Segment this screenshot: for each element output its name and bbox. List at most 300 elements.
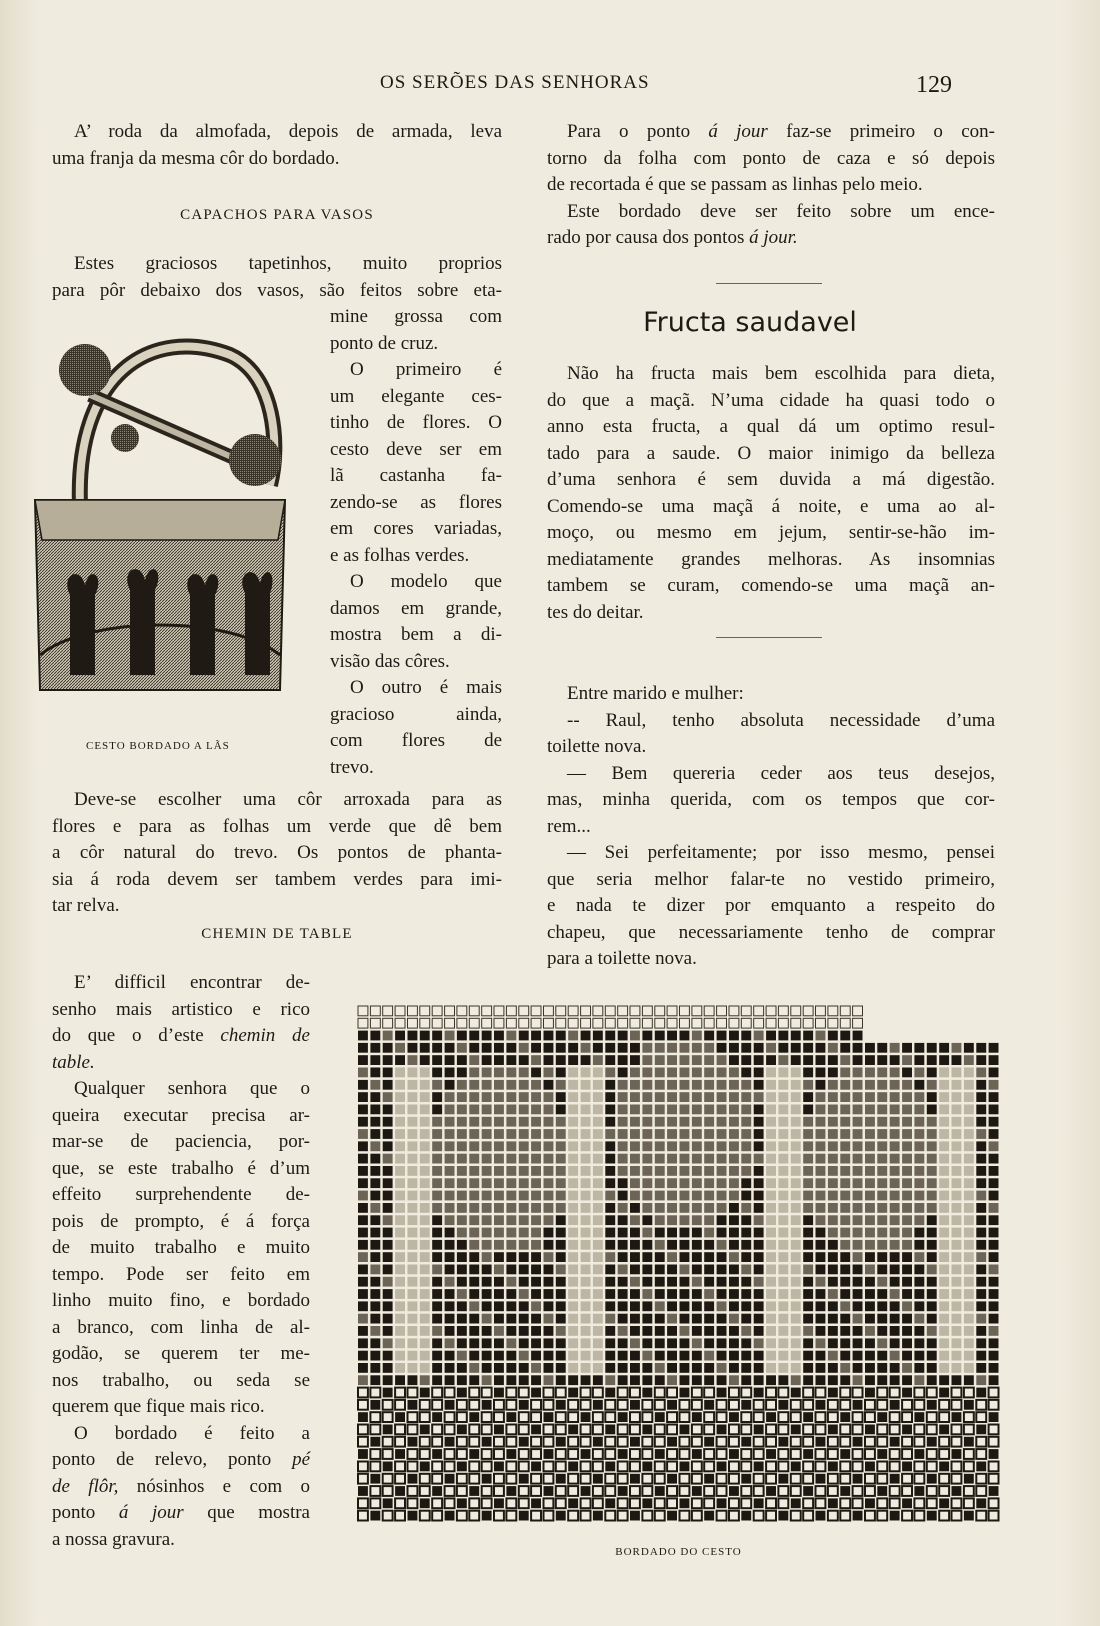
chart-cell — [395, 1462, 405, 1472]
separator-rule — [716, 637, 822, 638]
chart-cell — [457, 1400, 467, 1410]
chart-cell — [605, 1474, 615, 1484]
chart-cell — [630, 1400, 640, 1410]
chart-cell — [630, 1117, 640, 1127]
chart-cell — [568, 1215, 578, 1225]
chart-cell — [704, 1215, 714, 1225]
chart-cell — [655, 1080, 665, 1090]
chart-cell — [593, 1326, 603, 1336]
chart-cell — [445, 1314, 455, 1324]
chart-cell — [605, 1375, 615, 1385]
chart-cell — [395, 1203, 405, 1213]
chart-cell — [754, 1462, 764, 1472]
chart-cell — [457, 1154, 467, 1164]
chart-cell — [914, 1277, 924, 1287]
chart-cell — [432, 1043, 442, 1053]
chart-cell — [816, 1080, 826, 1090]
chart-cell — [655, 1043, 665, 1053]
chart-cell — [791, 1437, 801, 1447]
chart-cell — [358, 1338, 368, 1348]
article-title: Fructa saudavel — [643, 307, 857, 338]
chart-cell — [655, 1498, 665, 1508]
chart-cell — [432, 1351, 442, 1361]
chart-cell — [778, 1117, 788, 1127]
chart-cell — [593, 1449, 603, 1459]
chart-cell — [531, 1277, 541, 1287]
chart-cell — [840, 1166, 850, 1176]
chart-cell — [952, 1301, 962, 1311]
chart-cell — [680, 1400, 690, 1410]
chart-cell — [754, 1351, 764, 1361]
chart-cell — [680, 1351, 690, 1361]
right-top-paragraph — [547, 119, 995, 252]
chart-cell — [989, 1425, 999, 1435]
chart-cell — [605, 1203, 615, 1213]
chart-cell — [420, 1154, 430, 1164]
chart-cell — [544, 1092, 554, 1102]
chart-cell — [766, 1117, 776, 1127]
chart-cell — [494, 1351, 504, 1361]
chart-cell — [914, 1326, 924, 1336]
chart-cell — [408, 1449, 418, 1459]
chart-cell — [865, 1412, 875, 1422]
chart-cell — [766, 1006, 776, 1016]
chart-cell — [692, 1437, 702, 1447]
chart-cell — [383, 1314, 393, 1324]
chart-cell — [420, 1105, 430, 1115]
chart-cell — [383, 1351, 393, 1361]
chart-cell — [469, 1215, 479, 1225]
chart-cell — [717, 1511, 727, 1521]
chart-cell — [667, 1031, 677, 1041]
chart-cell — [680, 1141, 690, 1151]
chart-cell — [457, 1252, 467, 1262]
chart-cell — [457, 1240, 467, 1250]
chart-cell — [618, 1252, 628, 1262]
chart-cell — [840, 1006, 850, 1016]
chart-cell — [395, 1166, 405, 1176]
chart-cell — [544, 1031, 554, 1041]
chart-cell — [667, 1043, 677, 1053]
chart-cell — [469, 1117, 479, 1127]
chart-cell — [395, 1449, 405, 1459]
chart-cell — [692, 1511, 702, 1521]
chart-cell — [544, 1043, 554, 1053]
chart-cell — [494, 1388, 504, 1398]
chart-cell — [840, 1018, 850, 1028]
chart-cell — [914, 1388, 924, 1398]
chart-cell — [370, 1191, 380, 1201]
text-line: e as folhas verdes. — [330, 544, 470, 566]
chart-cell — [976, 1154, 986, 1164]
chart-cell — [544, 1265, 554, 1275]
chart-cell — [927, 1363, 937, 1373]
chart-cell — [939, 1351, 949, 1361]
chart-cell — [568, 1252, 578, 1262]
chart-cell — [482, 1240, 492, 1250]
chart-cell — [457, 1301, 467, 1311]
chart-cell — [618, 1498, 628, 1508]
chart-cell — [914, 1228, 924, 1238]
chart-cell — [816, 1117, 826, 1127]
chart-cell — [494, 1449, 504, 1459]
chart-cell — [531, 1129, 541, 1139]
chart-cell — [989, 1252, 999, 1262]
chart-cell — [704, 1412, 714, 1422]
chart-cell — [544, 1351, 554, 1361]
chart-cell — [877, 1363, 887, 1373]
chart-cell — [655, 1326, 665, 1336]
chart-cell — [680, 1117, 690, 1127]
chart-cell — [618, 1129, 628, 1139]
chart-cell — [506, 1252, 516, 1262]
chart-cell — [803, 1215, 813, 1225]
chart-cell — [816, 1314, 826, 1324]
chart-cell — [667, 1412, 677, 1422]
chart-cell — [556, 1498, 566, 1508]
chart-cell — [717, 1326, 727, 1336]
chart-cell — [976, 1314, 986, 1324]
chart-cell — [692, 1351, 702, 1361]
chart-cell — [865, 1129, 875, 1139]
chart-cell — [890, 1400, 900, 1410]
chart-cell — [803, 1351, 813, 1361]
chart-cell — [741, 1117, 751, 1127]
chart-cell — [667, 1437, 677, 1447]
basket-illustration — [30, 335, 302, 715]
chart-cell — [655, 1474, 665, 1484]
chart-cell — [593, 1166, 603, 1176]
chart-cell — [605, 1215, 615, 1225]
chart-cell — [655, 1462, 665, 1472]
chart-cell — [692, 1166, 702, 1176]
chart-cell — [432, 1105, 442, 1115]
chart-cell — [482, 1363, 492, 1373]
chart-cell — [754, 1486, 764, 1496]
chart-cell — [531, 1375, 541, 1385]
chart-cell — [680, 1043, 690, 1053]
chart-cell — [914, 1240, 924, 1250]
chart-cell — [383, 1474, 393, 1484]
chart-cell — [630, 1449, 640, 1459]
chart-cell — [717, 1437, 727, 1447]
chart-cell — [383, 1511, 393, 1521]
chart-cell — [816, 1277, 826, 1287]
chart-cell — [952, 1228, 962, 1238]
text-line: Este bordado deve ser feito sobre um ence- — [567, 200, 995, 222]
chart-cell — [680, 1425, 690, 1435]
chart-cell — [741, 1375, 751, 1385]
chart-cell — [445, 1178, 455, 1188]
chart-cell — [791, 1228, 801, 1238]
chart-cell — [952, 1511, 962, 1521]
chart-cell — [778, 1031, 788, 1041]
chart-cell — [680, 1215, 690, 1225]
chart-cell — [630, 1314, 640, 1324]
chart-cell — [939, 1412, 949, 1422]
text-line: e nada te dizer por emquanto a respeito do — [547, 895, 995, 916]
chart-cell — [544, 1141, 554, 1151]
chart-cell — [803, 1511, 813, 1521]
chart-cell — [766, 1375, 776, 1385]
chart-cell — [605, 1031, 615, 1041]
chart-cell — [939, 1215, 949, 1225]
text-line: mas, minha querida, com os tempos que cor- — [547, 789, 995, 810]
chart-cell — [927, 1498, 937, 1508]
chart-cell — [618, 1486, 628, 1496]
chart-cell — [630, 1129, 640, 1139]
chart-cell — [840, 1425, 850, 1435]
chart-cell — [803, 1166, 813, 1176]
chart-cell — [729, 1474, 739, 1484]
chart-cell — [531, 1511, 541, 1521]
text-line: Deve-se escolher uma côr arroxada para as — [74, 789, 502, 810]
chart-cell — [469, 1400, 479, 1410]
chart-cell — [445, 1080, 455, 1090]
chart-cell — [408, 1228, 418, 1238]
chart-cell — [816, 1178, 826, 1188]
chart-cell — [544, 1240, 554, 1250]
chart-cell — [667, 1351, 677, 1361]
chart-cell — [952, 1338, 962, 1348]
chart-cell — [593, 1117, 603, 1127]
chart-cell — [593, 1154, 603, 1164]
chart-cell — [927, 1252, 937, 1262]
chart-cell — [741, 1006, 751, 1016]
chart-cell — [482, 1425, 492, 1435]
chart-cell — [445, 1215, 455, 1225]
chart-cell — [383, 1018, 393, 1028]
text-line: querem que fique mais rico. — [52, 1396, 265, 1417]
chart-cell — [853, 1289, 863, 1299]
chart-cell — [667, 1068, 677, 1078]
chart-cell — [840, 1080, 850, 1090]
chart-cell — [729, 1511, 739, 1521]
chart-cell — [445, 1425, 455, 1435]
chart-cell — [544, 1412, 554, 1422]
chart-cell — [729, 1092, 739, 1102]
chart-cell — [976, 1043, 986, 1053]
chart-cell — [383, 1326, 393, 1336]
chart-cell — [605, 1301, 615, 1311]
chart-cell — [692, 1338, 702, 1348]
chart-cell — [778, 1043, 788, 1053]
chart-cell — [989, 1437, 999, 1447]
chart-cell — [630, 1141, 640, 1151]
chart-cell — [482, 1068, 492, 1078]
chart-cell — [964, 1105, 974, 1115]
chart-cell — [914, 1215, 924, 1225]
chart-cell — [506, 1055, 516, 1065]
chart-cell — [642, 1191, 652, 1201]
text-line: do que o d’este chemin de — [52, 1025, 310, 1046]
chart-cell — [704, 1117, 714, 1127]
chart-cell — [692, 1289, 702, 1299]
chart-cell — [840, 1043, 850, 1053]
chart-cell — [680, 1228, 690, 1238]
chart-cell — [581, 1289, 591, 1299]
chart-cell — [494, 1018, 504, 1028]
chart-cell — [469, 1141, 479, 1151]
chart-cell — [704, 1425, 714, 1435]
chart-cell — [630, 1154, 640, 1164]
chart-cell — [939, 1092, 949, 1102]
chart-cell — [877, 1375, 887, 1385]
chart-cell — [642, 1252, 652, 1262]
chart-cell — [729, 1462, 739, 1472]
chart-cell — [581, 1474, 591, 1484]
chart-cell — [717, 1092, 727, 1102]
chart-cell — [593, 1080, 603, 1090]
chart-cell — [704, 1314, 714, 1324]
chart-cell — [568, 1511, 578, 1521]
chart-cell — [952, 1412, 962, 1422]
chart-cell — [556, 1425, 566, 1435]
chart-cell — [519, 1326, 529, 1336]
chart-cell — [741, 1191, 751, 1201]
chart-cell — [902, 1400, 912, 1410]
chart-cell — [828, 1191, 838, 1201]
chart-cell — [803, 1498, 813, 1508]
chart-cell — [952, 1105, 962, 1115]
chart-cell — [469, 1314, 479, 1324]
chart-cell — [469, 1006, 479, 1016]
chart-cell — [618, 1240, 628, 1250]
chart-cell — [976, 1301, 986, 1311]
chart-cell — [370, 1178, 380, 1188]
chart-cell — [408, 1474, 418, 1484]
chart-cell — [655, 1412, 665, 1422]
chart-cell — [692, 1154, 702, 1164]
chart-cell — [618, 1462, 628, 1472]
chart-cell — [754, 1363, 764, 1373]
chart-cell — [667, 1301, 677, 1311]
chart-cell — [655, 1363, 665, 1373]
chart-cell — [432, 1080, 442, 1090]
chart-cell — [791, 1338, 801, 1348]
chart-cell — [395, 1068, 405, 1078]
chart-cell — [457, 1326, 467, 1336]
chart-cell — [778, 1486, 788, 1496]
chart-cell — [494, 1141, 504, 1151]
chart-cell — [506, 1326, 516, 1336]
chart-cell — [828, 1289, 838, 1299]
chart-cell — [482, 1437, 492, 1447]
chart-cell — [853, 1252, 863, 1262]
chart-cell — [506, 1338, 516, 1348]
chart-cell — [395, 1006, 405, 1016]
chart-cell — [445, 1240, 455, 1250]
chart-cell — [581, 1191, 591, 1201]
chart-cell — [494, 1203, 504, 1213]
chart-cell — [581, 1154, 591, 1164]
chart-cell — [605, 1462, 615, 1472]
chart-cell — [667, 1511, 677, 1521]
chart-cell — [729, 1228, 739, 1238]
chart-cell — [593, 1400, 603, 1410]
chart-cell — [581, 1351, 591, 1361]
chart-cell — [506, 1474, 516, 1484]
chart-cell — [581, 1129, 591, 1139]
chart-cell — [482, 1301, 492, 1311]
chart-cell — [556, 1080, 566, 1090]
chart-cell — [445, 1129, 455, 1139]
text-line: O primeiro é — [350, 359, 502, 380]
chart-cell — [581, 1141, 591, 1151]
chart-cell — [939, 1154, 949, 1164]
chart-cell — [408, 1191, 418, 1201]
chart-cell — [704, 1055, 714, 1065]
chart-cell — [939, 1314, 949, 1324]
chart-cell — [704, 1228, 714, 1238]
chart-cell — [976, 1375, 986, 1385]
chart-cell — [754, 1437, 764, 1447]
chart-cell — [420, 1338, 430, 1348]
chart-cell — [531, 1092, 541, 1102]
chart-cell — [803, 1462, 813, 1472]
chart-cell — [741, 1363, 751, 1373]
chart-cell — [457, 1351, 467, 1361]
chart-cell — [358, 1203, 368, 1213]
chart-cell — [457, 1449, 467, 1459]
chart-cell — [506, 1351, 516, 1361]
chart-cell — [976, 1338, 986, 1348]
chart-cell — [605, 1252, 615, 1262]
chart-cell — [717, 1277, 727, 1287]
chart-cell — [989, 1055, 999, 1065]
chart-cell — [605, 1314, 615, 1324]
text-line: senho mais artistico e rico — [52, 998, 310, 1020]
chart-cell — [902, 1474, 912, 1484]
chart-cell — [952, 1425, 962, 1435]
chart-cell — [408, 1092, 418, 1102]
chart-cell — [840, 1301, 850, 1311]
chart-cell — [618, 1400, 628, 1410]
chart-cell — [605, 1265, 615, 1275]
chart-cell — [914, 1437, 924, 1447]
chart-cell — [568, 1412, 578, 1422]
chart-cell — [469, 1055, 479, 1065]
chart-cell — [778, 1449, 788, 1459]
chart-cell — [816, 1388, 826, 1398]
chart-cell — [395, 1265, 405, 1275]
chart-cell — [408, 1141, 418, 1151]
chart-cell — [383, 1425, 393, 1435]
chart-cell — [791, 1462, 801, 1472]
chart-cell — [593, 1498, 603, 1508]
chart-cell — [803, 1055, 813, 1065]
chart-cell — [680, 1498, 690, 1508]
chart-cell — [445, 1092, 455, 1102]
chart-cell — [531, 1437, 541, 1447]
chart-cell — [828, 1511, 838, 1521]
chart-cell — [358, 1289, 368, 1299]
chart-cell — [877, 1498, 887, 1508]
chart-cell — [506, 1080, 516, 1090]
chart-cell — [939, 1425, 949, 1435]
chart-cell — [717, 1412, 727, 1422]
chart-cell — [754, 1092, 764, 1102]
chart-cell — [853, 1375, 863, 1385]
chart-cell — [741, 1154, 751, 1164]
chart-cell — [432, 1301, 442, 1311]
chart-cell — [939, 1277, 949, 1287]
chart-cell — [927, 1289, 937, 1299]
chart-cell — [840, 1412, 850, 1422]
chart-cell — [593, 1462, 603, 1472]
chart-cell — [556, 1055, 566, 1065]
chart-cell — [618, 1277, 628, 1287]
